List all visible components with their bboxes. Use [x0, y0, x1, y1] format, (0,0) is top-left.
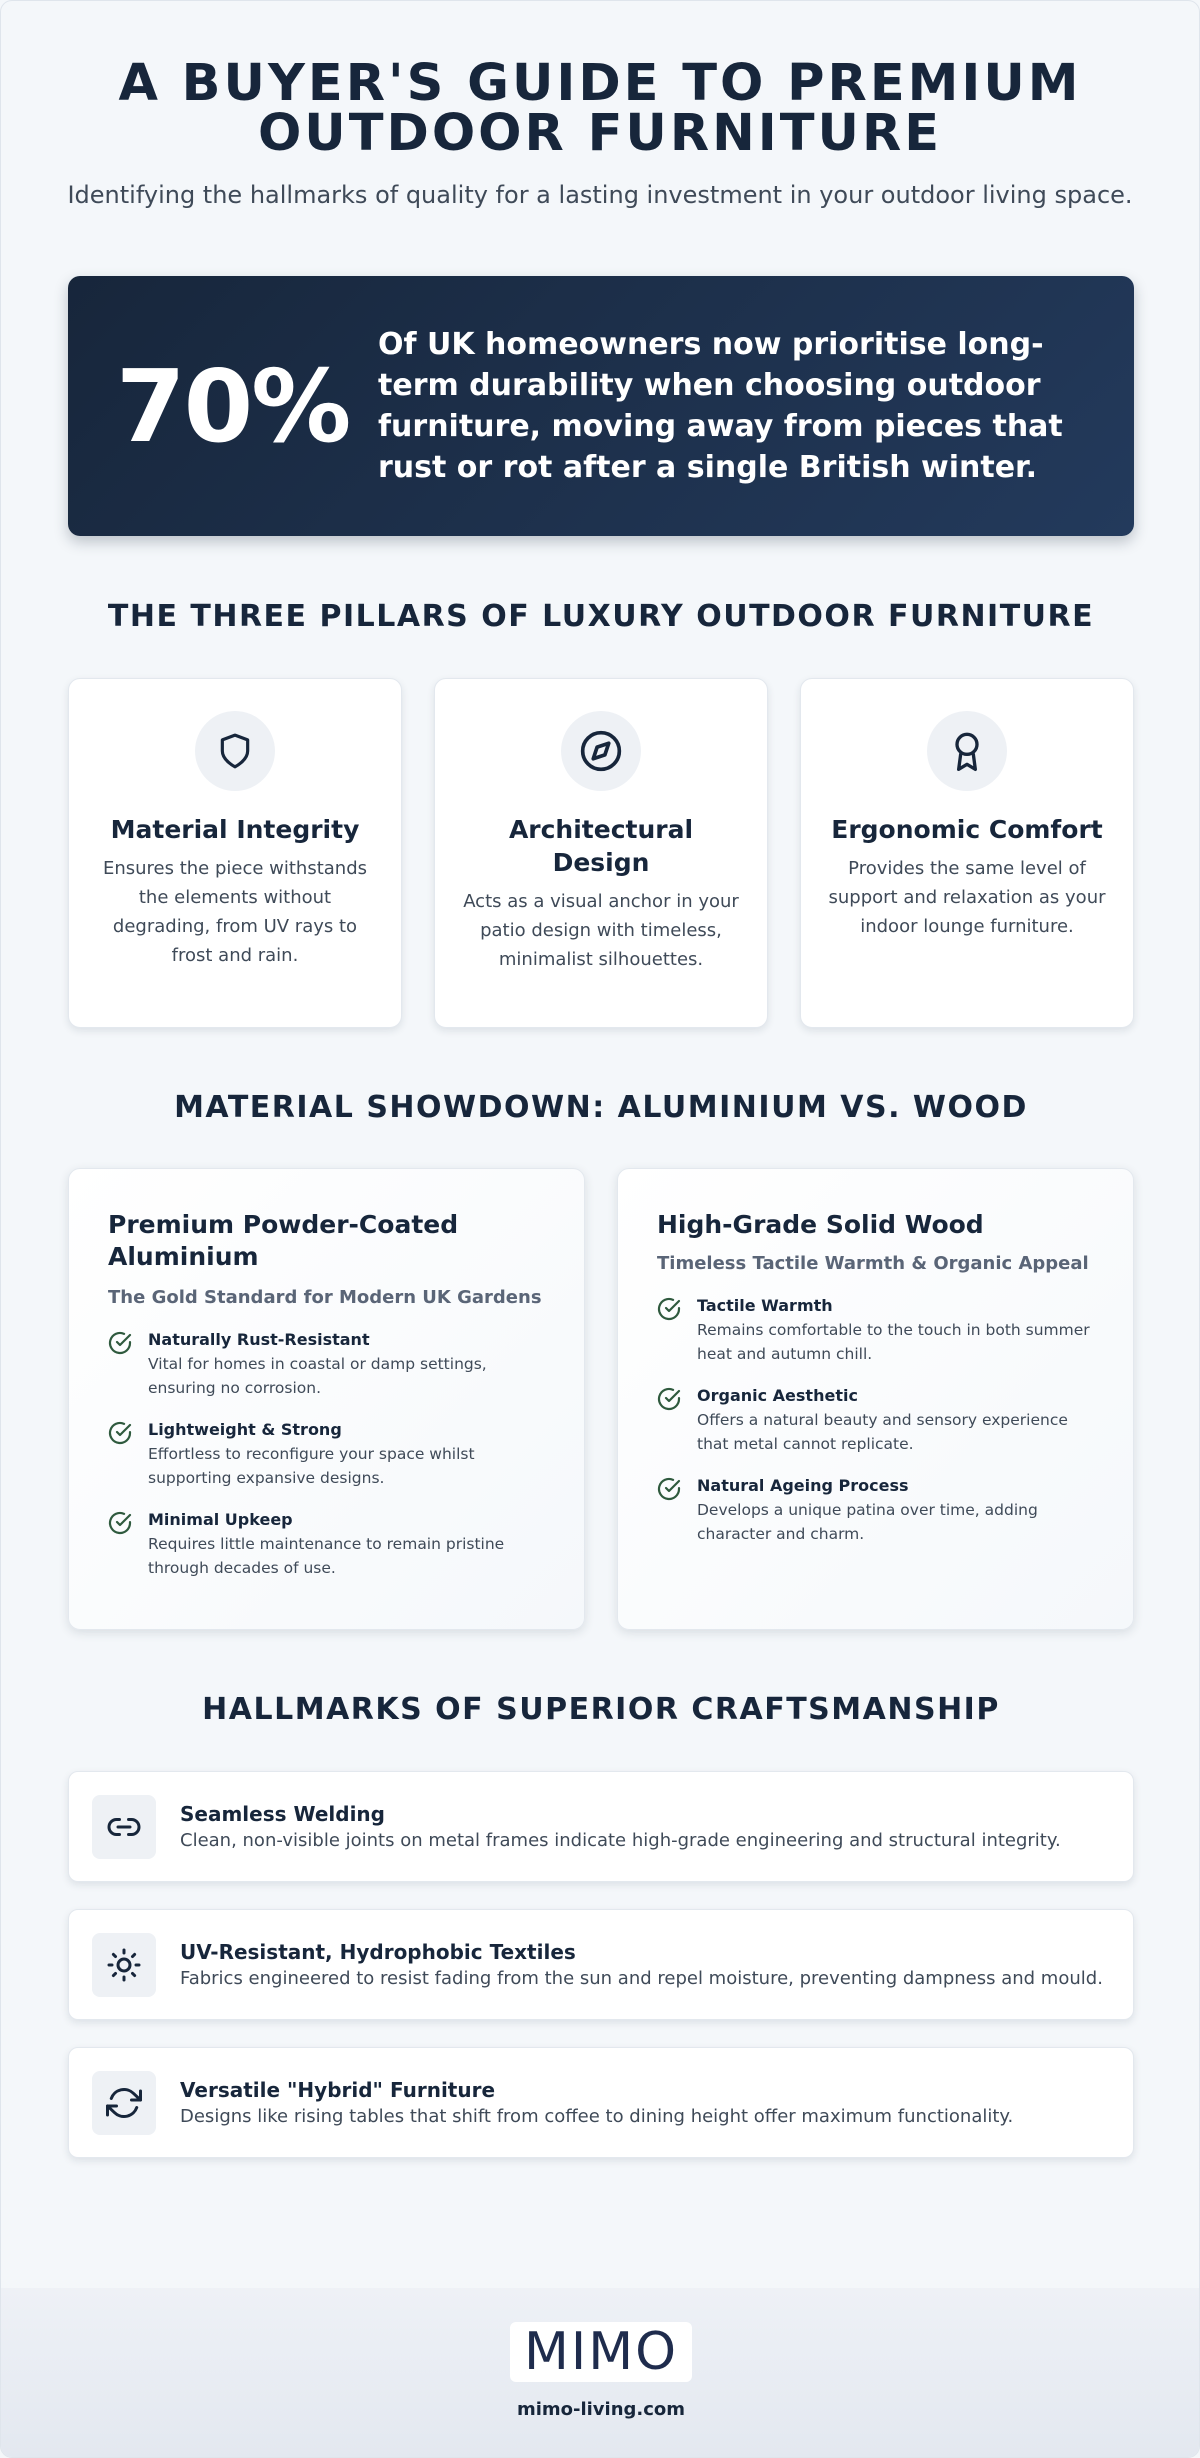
- website-link[interactable]: mimo-living.com: [516, 2399, 686, 2420]
- brand-logo[interactable]: [510, 2322, 692, 2382]
- compass-icon: [579, 729, 623, 773]
- pillar-card-material-integrity: [68, 678, 402, 1028]
- feature-title: Organic Aesthetic: [697, 1386, 858, 1405]
- hallmark-card-hybrid: [68, 2047, 1134, 2158]
- feature-item: [108, 1420, 546, 1490]
- feature-title: Lightweight & Strong: [148, 1420, 342, 1439]
- pillar-description: Acts as a visual anchor in your patio design with timeless, minimalist silhouettes.: [463, 891, 739, 970]
- check-circle-icon: [657, 1297, 681, 1321]
- check-circle-icon: [657, 1387, 681, 1411]
- pillars-heading: THE THREE PILLARS OF LUXURY OUTDOOR FURNITURE: [107, 599, 1095, 634]
- feature-description: Effortless to reconfigure your space whilst supporting expansive designs.: [148, 1445, 475, 1487]
- hallmark-description: Designs like rising tables that shift from coffee to dining height offer maximum functionality.: [180, 2106, 1014, 2127]
- hallmark-card-textiles: [68, 1909, 1134, 2020]
- feature-title: Tactile Warmth: [697, 1296, 833, 1315]
- page-subtitle: Identifying the hallmarks of quality for a lasting investment in your outdoor living space.: [67, 181, 1133, 209]
- feature-description: Offers a natural beauty and sensory experience that metal cannot replicate.: [697, 1411, 1068, 1453]
- hallmark-description: Clean, non-visible joints on metal frames indicate high-grade engineering and structural integrity.: [180, 1830, 1061, 1851]
- pillar-description: Ensures the piece withstands the elements without degrading, from UV rays to frost and rain.: [102, 858, 368, 966]
- feature-description: Develops a unique patina over time, adding character and charm.: [697, 1501, 1038, 1543]
- feature-description: Requires little maintenance to remain pristine through decades of use.: [148, 1535, 505, 1577]
- check-circle-icon: [108, 1511, 132, 1535]
- hallmark-card-welding: [68, 1771, 1134, 1882]
- header: [1, 1, 1199, 209]
- feature-title: Minimal Upkeep: [148, 1510, 293, 1529]
- feature-item: [108, 1510, 546, 1580]
- hallmark-icon-box: [92, 1933, 156, 1997]
- check-circle-icon: [108, 1421, 132, 1445]
- check-circle-icon: [657, 1477, 681, 1501]
- pillar-title: Ergonomic Comfort: [831, 815, 1103, 844]
- material-card-aluminium: [68, 1168, 585, 1630]
- material-title: High-Grade Solid Wood: [657, 1210, 984, 1239]
- materials-heading: MATERIAL SHOWDOWN: ALUMINIUM VS. WOOD: [174, 1090, 1028, 1125]
- feature-title: Natural Ageing Process: [697, 1476, 909, 1495]
- hallmark-title: Seamless Welding: [180, 1802, 385, 1826]
- feature-item: [108, 1330, 546, 1400]
- pillar-title: Material Integrity: [110, 815, 360, 844]
- pillar-title: Architectural Design: [508, 815, 694, 877]
- feature-description: Remains comfortable to the touch in both summer heat and autumn chill.: [697, 1321, 1090, 1363]
- material-title: Premium Powder-Coated Aluminium: [108, 1210, 459, 1271]
- shield-icon: [216, 731, 254, 771]
- feature-item: [657, 1296, 1095, 1366]
- refresh-icon: [106, 2085, 142, 2121]
- stat-number: 70%: [116, 347, 350, 465]
- pillar-description: Provides the same level of support and relaxation as your indoor lounge furniture.: [828, 858, 1106, 937]
- material-subtitle: Timeless Tactile Warmth & Organic Appeal: [657, 1253, 1089, 1274]
- hallmark-title: Versatile "Hybrid" Furniture: [180, 2078, 496, 2102]
- stat-banner: [68, 276, 1134, 536]
- material-card-wood: [617, 1168, 1134, 1630]
- pillar-icon-circle: [195, 711, 275, 791]
- material-subtitle: The Gold Standard for Modern UK Gardens: [108, 1287, 542, 1308]
- hallmark-title: UV-Resistant, Hydrophobic Textiles: [180, 1940, 576, 1964]
- check-circle-icon: [108, 1331, 132, 1355]
- page-title: A BUYER'S GUIDE TO PREMIUM OUTDOOR FURNITURE: [118, 54, 1082, 163]
- pillar-card-architectural-design: [434, 678, 768, 1028]
- award-icon: [947, 729, 987, 773]
- stat-text: Of UK homeowners now prioritise long-term durability when choosing outdoor furniture, moving away from pieces that rust or rot after a single British winter.: [378, 327, 1063, 485]
- hallmark-description: Fabrics engineered to resist fading from the sun and repel moisture, preventing dampness and mould.: [180, 1968, 1103, 1989]
- feature-description: Vital for homes in coastal or damp settings, ensuring no corrosion.: [148, 1355, 487, 1397]
- sun-icon: [106, 1947, 142, 1983]
- pillar-icon-circle: [927, 711, 1007, 791]
- brand-logo-text: MIMO: [524, 2322, 678, 2382]
- pillar-icon-circle: [561, 711, 641, 791]
- hallmark-icon-box: [92, 2071, 156, 2135]
- link-icon: [106, 1809, 142, 1845]
- hallmark-icon-box: [92, 1795, 156, 1859]
- pillar-card-ergonomic-comfort: [800, 678, 1134, 1028]
- footer: [1, 2288, 1200, 2458]
- feature-title: Naturally Rust-Resistant: [148, 1330, 370, 1349]
- feature-item: [657, 1476, 1095, 1546]
- feature-item: [657, 1386, 1095, 1456]
- hallmarks-heading: HALLMARKS OF SUPERIOR CRAFTSMANSHIP: [202, 1692, 1000, 1727]
